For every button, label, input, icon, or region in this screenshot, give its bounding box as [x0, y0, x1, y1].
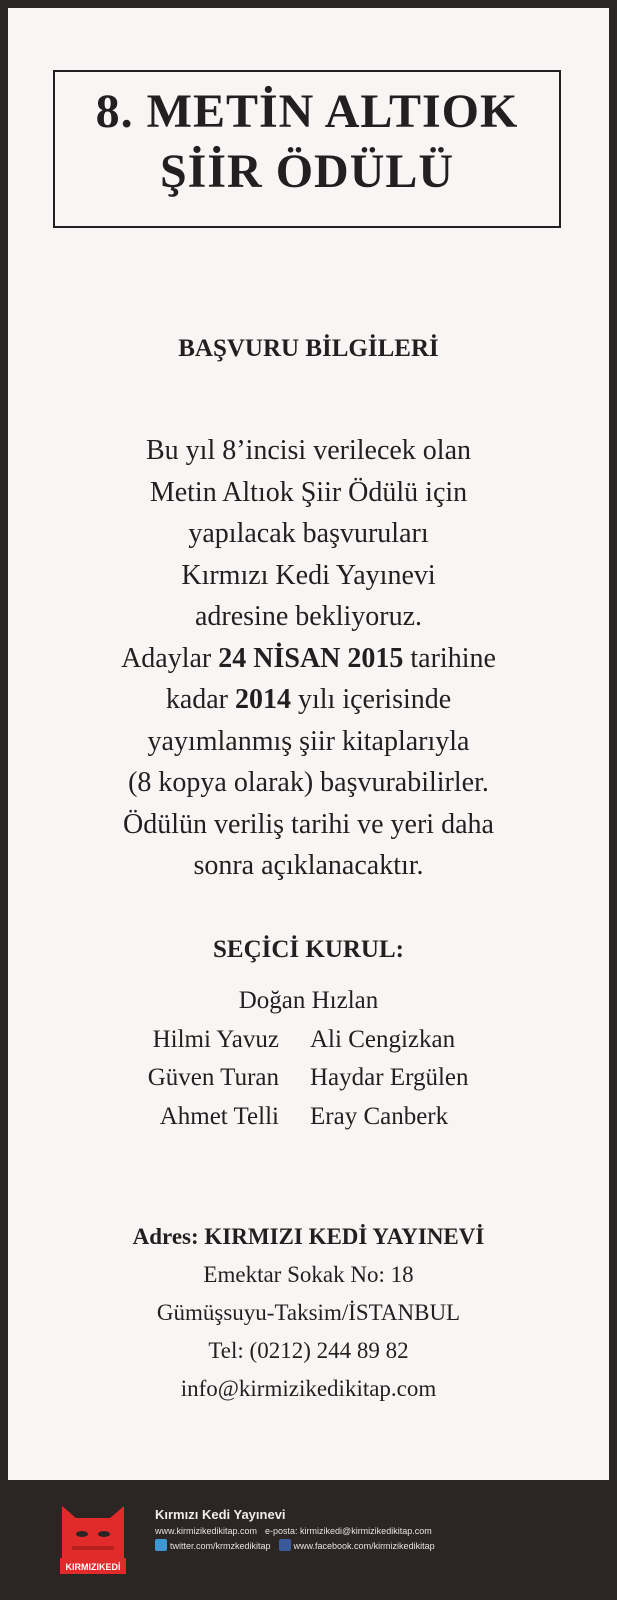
- body-line: Kırmızı Kedi Yayınevi: [181, 559, 436, 591]
- body-line: yayımlanmış şiir kitaplarıyla: [147, 725, 470, 757]
- body-line: sonra açıklanacaktır.: [193, 850, 424, 881]
- facebook-link[interactable]: www.facebook.com/kirmizikedikitap: [293, 1541, 435, 1551]
- jury-heading: SEÇİCİ KURUL:: [212, 936, 404, 963]
- address-phone: Tel: (0212) 244 89 82: [208, 1338, 409, 1363]
- body-line: yapılacak başvuruları: [188, 518, 429, 549]
- application-heading: BAŞVURU BİLGİLERİ: [178, 335, 439, 362]
- jury-list: [8, 982, 609, 1136]
- address-city: Gümüşsuyu-Taksim/İSTANBUL: [156, 1300, 461, 1325]
- title-line-1: 8. METİN ALTIOK: [95, 85, 519, 138]
- address-street: Emektar Sokak No: 18: [203, 1262, 414, 1287]
- title-box: [53, 70, 561, 228]
- logo-text: KIRMIZIKEDİ: [65, 1562, 121, 1572]
- jury-member: Ahmet Telli: [159, 1102, 279, 1130]
- address-label: Adres: KIRMIZI KEDİ YAYINEVİ: [132, 1224, 485, 1249]
- footer: [0, 1480, 617, 1600]
- body-text-segment: tarihine: [403, 642, 496, 674]
- body-text-segment: kadar: [165, 684, 235, 715]
- jury-member: Eray Canberk: [310, 1102, 449, 1130]
- contact-row: [155, 1524, 435, 1539]
- footer-contact: [155, 1506, 435, 1554]
- twitter-icon: [155, 1539, 167, 1551]
- application-text: [8, 430, 609, 887]
- jury-member: Doğan Hızlan: [238, 987, 379, 1014]
- jury-row: [8, 1021, 609, 1060]
- website-link[interactable]: www.kirmizikedikitap.com: [155, 1526, 258, 1536]
- body-line: adresine bekliyoruz.: [194, 601, 423, 632]
- address-email: info@kirmizikedikitap.com: [180, 1376, 437, 1401]
- body-line: Bu yıl 8’incisi verilecek olan: [145, 435, 472, 466]
- body-text-segment: yılı içerisinde: [291, 684, 452, 715]
- twitter-link[interactable]: twitter.com/krmzkedikitap: [170, 1541, 271, 1551]
- deadline-date: 24 NİSAN 2015: [218, 642, 404, 674]
- jury-row: [8, 1059, 609, 1098]
- body-line: [8, 638, 609, 680]
- jury-row: [8, 1098, 609, 1137]
- social-row: [155, 1539, 435, 1554]
- eligible-year: 2014: [235, 684, 291, 715]
- jury-member: Haydar Ergülen: [310, 1064, 469, 1091]
- poster: [8, 8, 609, 1480]
- body-line: [8, 679, 609, 721]
- address-block: [8, 1218, 609, 1408]
- body-line: (8 kopya olarak) başvurabilirler.: [128, 767, 489, 798]
- jury-member: Hilmi Yavuz: [152, 1025, 279, 1053]
- jury-member: Ali Cengizkan: [310, 1025, 456, 1053]
- jury-member: Güven Turan: [147, 1064, 279, 1091]
- body-line: Ödülün veriliş tarihi ve yeri daha: [123, 808, 494, 840]
- facebook-icon: [279, 1539, 291, 1551]
- publisher-name: Kırmızı Kedi Yayınevi: [155, 1507, 286, 1522]
- body-line: Metin Altıok Şiir Ödülü için: [149, 476, 468, 508]
- title-line-2: ŞİİR ÖDÜLÜ: [159, 145, 455, 198]
- kirmizi-kedi-logo: [58, 1500, 128, 1578]
- email-link[interactable]: e-posta: kirmizikedi@kirmizikedikitap.com: [265, 1526, 432, 1536]
- body-text-segment: Adaylar: [121, 642, 219, 674]
